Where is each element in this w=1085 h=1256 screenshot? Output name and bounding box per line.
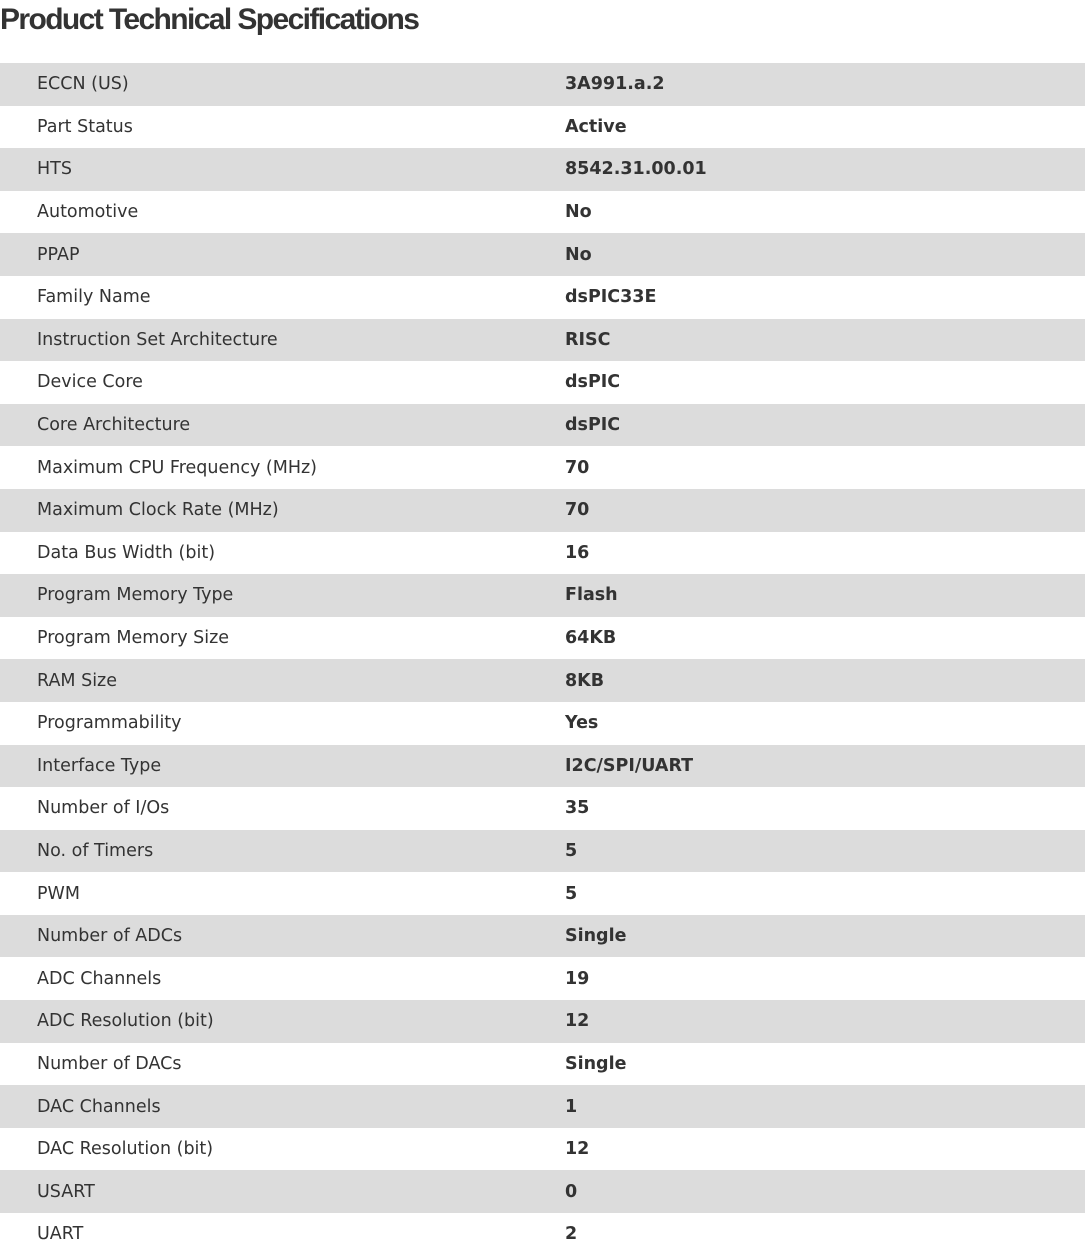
table-row xyxy=(0,106,1085,149)
spec-label: UART xyxy=(37,1224,84,1245)
spec-label: RAM Size xyxy=(37,670,118,691)
table-row xyxy=(0,532,1085,575)
spec-value: 35 xyxy=(565,798,590,819)
table-row xyxy=(0,361,1085,404)
spec-value: 3A991.a.2 xyxy=(565,74,665,95)
table-row xyxy=(0,872,1085,915)
spec-value: dsPIC xyxy=(565,372,621,393)
spec-label: DAC Channels xyxy=(37,1096,161,1117)
spec-label: Interface Type xyxy=(37,755,162,776)
spec-value: 16 xyxy=(565,542,590,563)
table-row xyxy=(0,319,1085,362)
spec-value: I2C/SPI/UART xyxy=(565,755,694,776)
table-row xyxy=(0,404,1085,447)
table-row xyxy=(0,745,1085,788)
spec-value: 0 xyxy=(565,1181,578,1202)
spec-value: dsPIC xyxy=(565,415,621,436)
table-row xyxy=(0,191,1085,234)
spec-label: HTS xyxy=(37,159,72,180)
spec-value: 64KB xyxy=(565,628,617,649)
spec-label: Program Memory Type xyxy=(37,585,234,606)
spec-value: Single xyxy=(565,1053,627,1074)
table-row xyxy=(0,957,1085,1000)
spec-label: Device Core xyxy=(37,372,143,393)
table-row xyxy=(0,702,1085,745)
spec-value: Flash xyxy=(565,585,618,606)
spec-table xyxy=(0,63,1085,1256)
spec-value: dsPIC33E xyxy=(565,287,657,308)
spec-value: Single xyxy=(565,926,627,947)
spec-label: USART xyxy=(37,1181,95,1202)
spec-value: 5 xyxy=(565,840,578,861)
page-title: Product Technical Specifications xyxy=(0,3,419,36)
table-row xyxy=(0,1000,1085,1043)
table-row xyxy=(0,1170,1085,1213)
table-row xyxy=(0,148,1085,191)
spec-value: 70 xyxy=(565,457,590,478)
table-row xyxy=(0,446,1085,489)
spec-label: ECCN (US) xyxy=(37,74,129,95)
spec-label: Maximum CPU Frequency (MHz) xyxy=(37,457,317,478)
spec-label: PWM xyxy=(37,883,80,904)
spec-label: Number of DACs xyxy=(37,1053,182,1074)
spec-value: 12 xyxy=(565,1139,590,1160)
table-row xyxy=(0,574,1085,617)
spec-label: No. of Timers xyxy=(37,840,154,861)
spec-label: Part Status xyxy=(37,116,133,137)
table-row xyxy=(0,787,1085,830)
spec-label: PPAP xyxy=(37,244,80,265)
spec-label: ADC Channels xyxy=(37,968,162,989)
table-row xyxy=(0,233,1085,276)
table-row xyxy=(0,659,1085,702)
spec-label: Number of ADCs xyxy=(37,926,183,947)
spec-value: RISC xyxy=(565,329,611,350)
table-row xyxy=(0,830,1085,873)
spec-label: DAC Resolution (bit) xyxy=(37,1139,214,1160)
table-row xyxy=(0,1213,1085,1256)
table-row xyxy=(0,617,1085,660)
table-row xyxy=(0,489,1085,532)
spec-value: 1 xyxy=(565,1096,578,1117)
spec-label: Instruction Set Architecture xyxy=(37,329,278,350)
spec-value: 8542.31.00.01 xyxy=(565,159,707,180)
spec-value: Active xyxy=(565,116,627,137)
spec-value: 8KB xyxy=(565,670,605,691)
spec-label: Family Name xyxy=(37,287,151,308)
table-row xyxy=(0,276,1085,319)
table-row xyxy=(0,1128,1085,1171)
spec-value: Yes xyxy=(565,713,599,734)
spec-value: 19 xyxy=(565,968,590,989)
spec-label: Data Bus Width (bit) xyxy=(37,542,216,563)
spec-value: 2 xyxy=(565,1224,578,1245)
spec-label: Core Architecture xyxy=(37,415,191,436)
table-row xyxy=(0,63,1085,106)
spec-label: Program Memory Size xyxy=(37,628,230,649)
spec-value: No xyxy=(565,244,592,265)
spec-value: 5 xyxy=(565,883,578,904)
spec-label: Automotive xyxy=(37,202,139,223)
spec-label: Number of I/Os xyxy=(37,798,170,819)
spec-value: 12 xyxy=(565,1011,590,1032)
spec-label: Programmability xyxy=(37,713,182,734)
table-row xyxy=(0,915,1085,958)
table-row xyxy=(0,1043,1085,1086)
spec-value: No xyxy=(565,202,592,223)
spec-value: 70 xyxy=(565,500,590,521)
spec-label: ADC Resolution (bit) xyxy=(37,1011,214,1032)
table-row xyxy=(0,1085,1085,1128)
spec-label: Maximum Clock Rate (MHz) xyxy=(37,500,279,521)
